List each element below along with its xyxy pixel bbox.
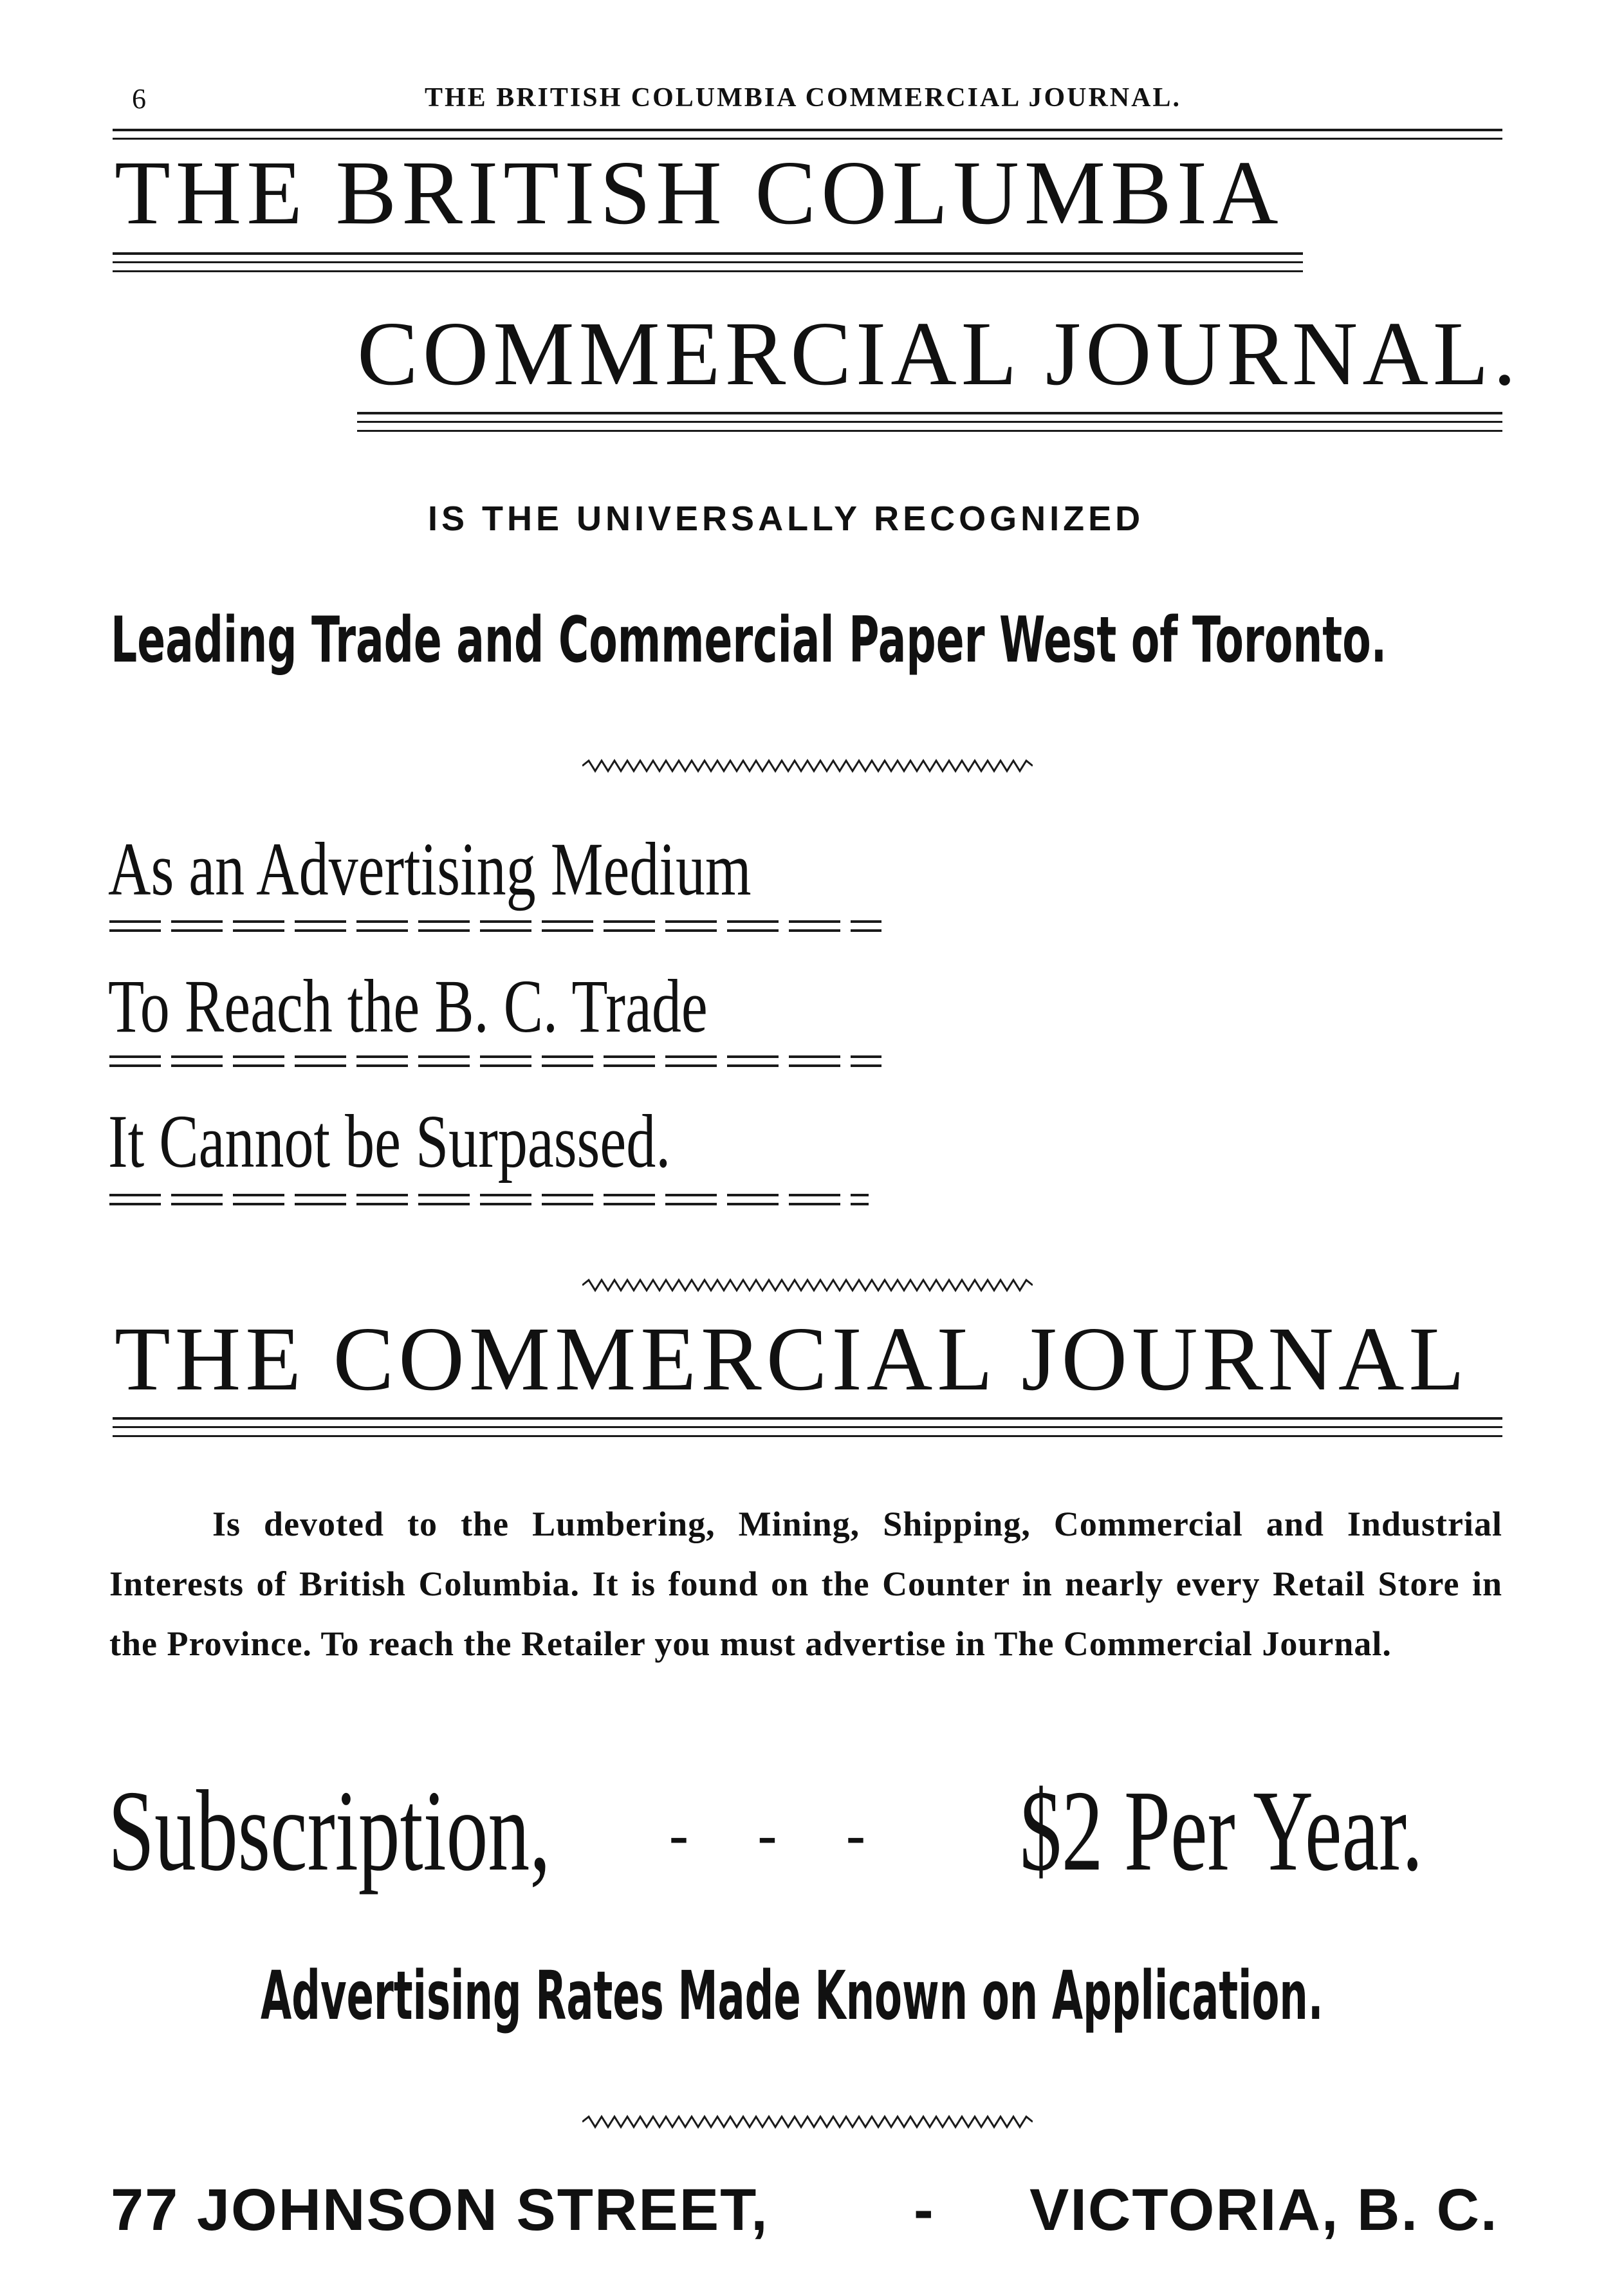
masthead-rule-1c xyxy=(113,270,1303,272)
masthead-rule-2a xyxy=(357,412,1502,414)
recognition-intro: IS THE UNIVERSALLY RECOGNIZED xyxy=(428,499,1145,538)
page-number: 6 xyxy=(132,83,146,115)
masthead-rule-2b xyxy=(357,421,1502,423)
advertising-rule-3a xyxy=(109,1194,869,1196)
wave-divider-1 xyxy=(582,758,1033,774)
header-rule xyxy=(113,129,1502,131)
advertising-line-2: To Reach the B. C. Trade xyxy=(108,964,708,1048)
section-rule-a xyxy=(113,1417,1502,1420)
section-rule-b xyxy=(113,1426,1502,1428)
masthead-rule-2c xyxy=(357,430,1502,432)
advertising-line-1: As an Advertising Medium xyxy=(108,827,752,911)
section-rule-c xyxy=(113,1435,1502,1437)
recognition-claim: Leading Trade and Commercial Paper West of Toronto. xyxy=(111,604,1387,677)
advertising-rule-3b xyxy=(109,1203,869,1205)
address-city: VICTORIA, B. C. xyxy=(1029,2177,1499,2243)
wave-divider-2 xyxy=(582,1277,1033,1293)
subscription-dashes: - - - xyxy=(669,1803,872,1867)
address-street: 77 JOHNSON STREET, xyxy=(111,2177,769,2243)
address-separator: - xyxy=(914,2177,934,2243)
masthead-line-1: THE BRITISH COLUMBIA xyxy=(115,142,1284,243)
running-header-title: THE BRITISH COLUMBIA COMMERCIAL JOURNAL. xyxy=(425,83,1181,113)
advertising-rule-1b xyxy=(109,929,881,932)
wave-divider-3 xyxy=(582,2114,1033,2130)
header-rule-2 xyxy=(113,138,1502,140)
subscription-price: $2 Per Year. xyxy=(1020,1767,1423,1895)
advertising-rule-2b xyxy=(109,1064,881,1067)
advertising-rates-note: Advertising Rates Made Known on Application. xyxy=(261,1956,1324,2035)
advertising-rule-1a xyxy=(109,920,881,923)
description-paragraph: Is devoted to the Lumbering, Mining, Shipping, Commercial and Industrial Interests of British Columbia. It is found on the Counter in nearly every Retail Store in the Province. To reach the Retailer you must advertise in The Commercial Journal. xyxy=(109,1505,1502,1663)
masthead-line-2: COMMERCIAL JOURNAL. xyxy=(357,302,1521,404)
masthead-rule-1b xyxy=(113,261,1303,263)
advertising-line-3: It Cannot be Surpassed. xyxy=(108,1099,671,1184)
advertising-rule-2a xyxy=(109,1055,881,1058)
section-title: THE COMMERCIAL JOURNAL xyxy=(115,1308,1470,1409)
masthead-rule-1a xyxy=(113,252,1303,255)
subscription-label: Subscription, xyxy=(108,1767,551,1895)
